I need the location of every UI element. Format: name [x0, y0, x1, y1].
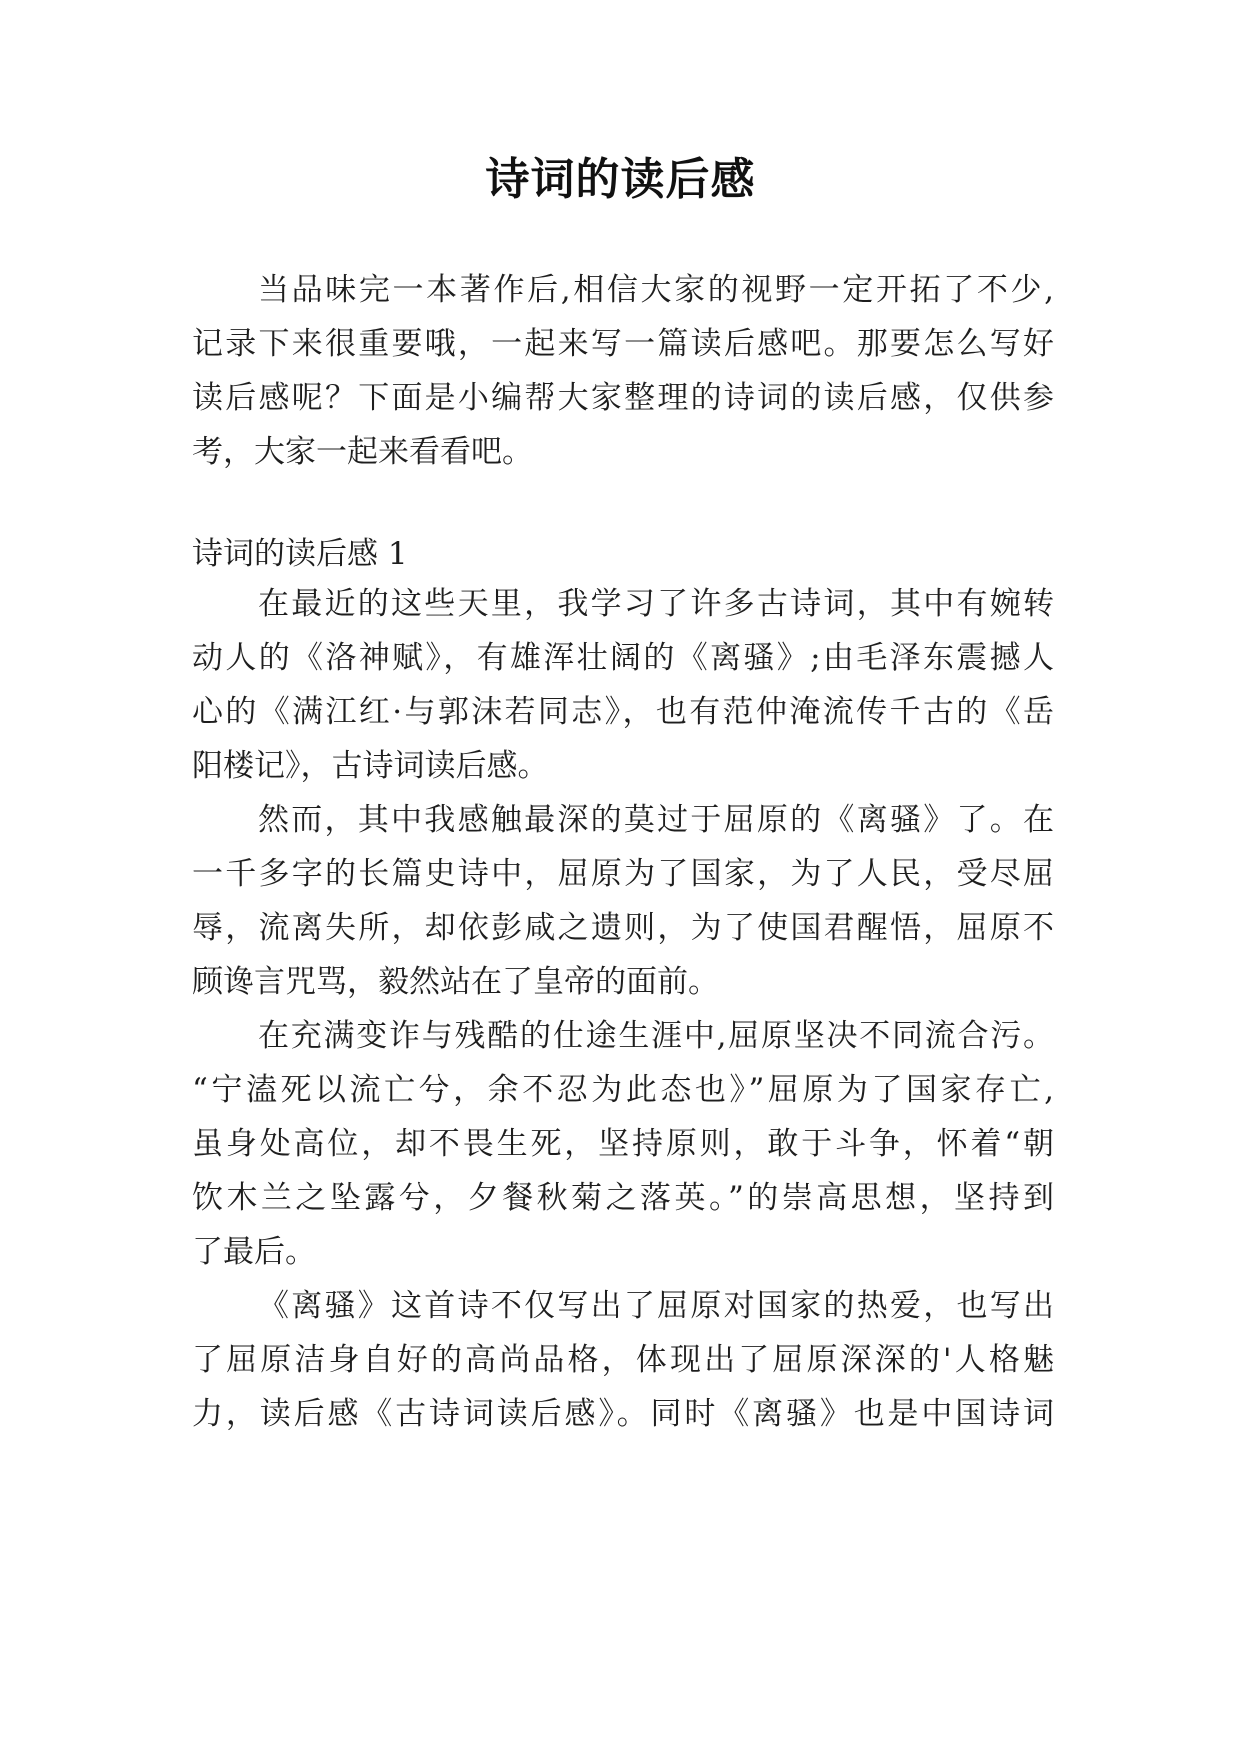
paragraph-line: “宁溘死以流亡兮，余不忍为此态也》”屈原为了国家存亡, — [192, 1072, 1054, 1108]
intro-line: 读后感呢？下面是小编帮大家整理的诗词的读后感，仅供参 — [192, 380, 1054, 416]
paragraph-line: 顾谗言咒骂，毅然站在了皇帝的面前。 — [192, 964, 719, 1000]
section-heading: 诗词的读后感 1 — [192, 536, 408, 572]
paragraph-line: 辱，流离失所，却依彭咸之遗则，为了使国君醒悟，屈原不 — [192, 910, 1054, 946]
paragraph-line: 动人的《洛神赋》，有雄浑壮阔的《离骚》;由毛泽东震撼人 — [192, 640, 1054, 676]
paragraph-line: 一千多字的长篇史诗中，屈原为了国家，为了人民，受尽屈 — [192, 856, 1054, 892]
intro-line: 记录下来很重要哦，一起来写一篇读后感吧。那要怎么写好 — [192, 326, 1054, 362]
paragraph-line: 心的《满江红·与郭沫若同志》，也有范仲淹流传千古的《岳 — [192, 694, 1054, 730]
paragraph-line: 在最近的这些天里，我学习了许多古诗词，其中有婉转 — [258, 586, 1054, 622]
paragraph-line: 饮木兰之坠露兮，夕餐秋菊之落英。”的崇高思想，坚持到 — [192, 1180, 1054, 1216]
paragraph-line: 《离骚》这首诗不仅写出了屈原对国家的热爱，也写出 — [258, 1288, 1054, 1324]
paragraph-line: 然而，其中我感触最深的莫过于屈原的《离骚》了。在 — [258, 802, 1054, 838]
document-title: 诗词的读后感 — [485, 154, 756, 205]
paragraph-line: 了屈原洁身自好的高尚品格，体现出了屈原深深的'人格魅 — [192, 1342, 1054, 1378]
paragraph-line: 了最后。 — [192, 1234, 316, 1270]
paragraph-line: 力，读后感《古诗词读后感》。同时《离骚》也是中国诗词 — [192, 1396, 1054, 1432]
paragraph-line: 虽身处高位，却不畏生死，坚持原则，敢于斗争，怀着“朝 — [192, 1126, 1054, 1162]
intro-line: 考，大家一起来看看吧。 — [192, 434, 533, 470]
paragraph-line: 阳楼记》，古诗词读后感。 — [192, 748, 549, 784]
paragraph-line: 在充满变诈与残酷的仕途生涯中,屈原坚决不同流合污。 — [258, 1018, 1054, 1054]
intro-line: 当品味完一本著作后,相信大家的视野一定开拓了不少, — [258, 272, 1054, 308]
